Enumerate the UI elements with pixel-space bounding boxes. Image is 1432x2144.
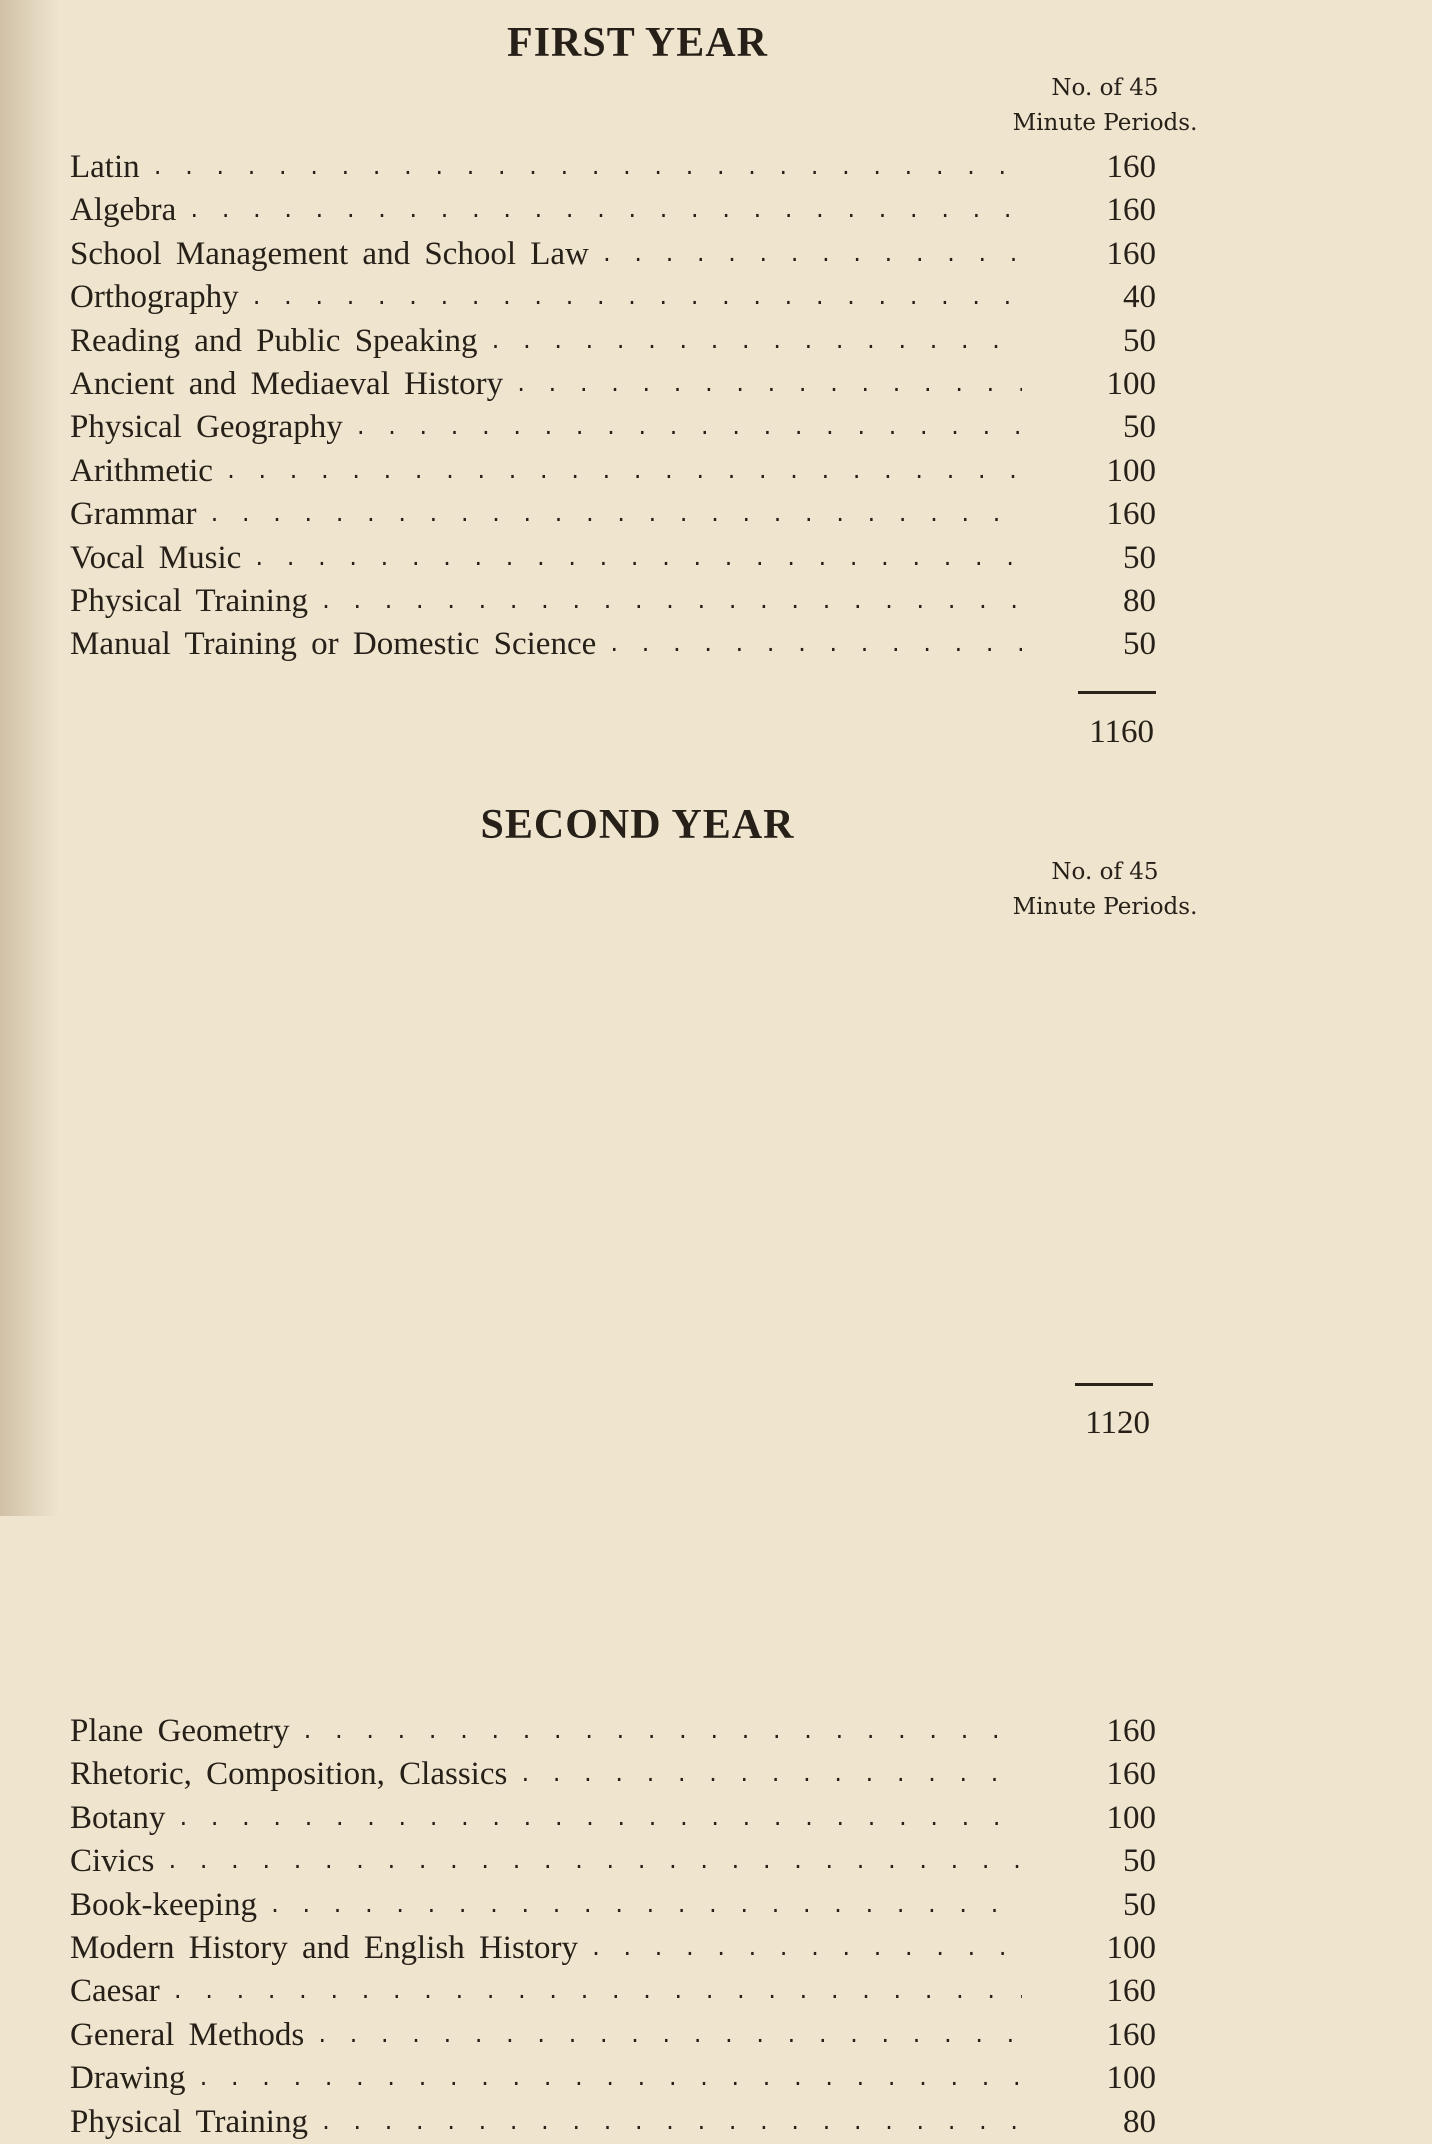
second-year-column-header — [950, 855, 1260, 925]
dot-leader — [320, 580, 1022, 623]
total-rule — [1078, 691, 1156, 694]
table-row — [70, 1927, 1180, 1970]
subject-name: Physical Training — [70, 2103, 308, 2140]
table-row — [70, 1753, 1180, 1796]
subject-name: Vocal Music — [70, 539, 242, 576]
subject-name: Ancient and Mediaeval History — [70, 365, 504, 402]
period-count: 50 — [1123, 322, 1156, 359]
period-count: 160 — [1106, 235, 1156, 272]
column-header-line2: Minute Periods. — [1012, 110, 1198, 136]
period-count: 50 — [1123, 409, 1156, 446]
table-row — [70, 580, 1180, 623]
period-count: 160 — [1106, 496, 1156, 533]
column-header-line2: Minute Periods. — [1012, 894, 1198, 920]
period-count: 100 — [1106, 2060, 1156, 2097]
subject-name: Grammar — [70, 496, 197, 533]
dot-leader — [251, 276, 1022, 319]
second-year-heading: SECOND YEAR — [480, 802, 795, 848]
table-row — [70, 2014, 1180, 2057]
table-row — [70, 450, 1180, 493]
period-count: 80 — [1123, 2103, 1156, 2140]
total-rule — [1075, 1383, 1153, 1386]
dot-leader — [515, 363, 1022, 406]
subject-name: Orthography — [70, 279, 239, 316]
table-row — [70, 493, 1180, 536]
dot-leader — [320, 2101, 1022, 2144]
table-row — [70, 1840, 1180, 1883]
table-row — [70, 623, 1180, 666]
subject-name: School Management and School Law — [70, 235, 589, 272]
subject-name: Botany — [70, 1799, 166, 1836]
period-count: 160 — [1106, 192, 1156, 229]
table-row — [70, 1884, 1180, 1927]
first-year-total: 1160 — [1089, 714, 1154, 750]
subject-name: Modern History and English History — [70, 1929, 578, 1966]
period-count: 50 — [1123, 539, 1156, 576]
subject-name: Reading and Public Speaking — [70, 322, 478, 359]
subject-name: General Methods — [70, 2016, 305, 2053]
second-year-total: 1120 — [1085, 1405, 1150, 1441]
subject-name: Latin — [70, 149, 140, 185]
period-count: 100 — [1106, 1799, 1156, 1836]
subject-name: Physical Training — [70, 582, 308, 619]
table-row — [70, 2057, 1180, 2100]
table-row — [70, 1710, 1180, 1753]
subject-name: Physical Geography — [70, 409, 343, 446]
table-row — [70, 537, 1180, 580]
subject-name: Arithmetic — [70, 452, 213, 489]
table-row — [70, 363, 1180, 406]
second-year-table — [70, 1710, 1180, 2144]
first-year-heading: FIRST YEAR — [507, 20, 768, 66]
dot-leader — [152, 146, 1022, 189]
table-row — [70, 1797, 1180, 1840]
dot-leader — [269, 1884, 1022, 1927]
dot-leader — [519, 1753, 1022, 1796]
subject-name: Manual Training or Domestic Science — [70, 626, 597, 663]
period-count: 50 — [1123, 1843, 1156, 1880]
dot-leader — [197, 2057, 1022, 2100]
dot-leader — [316, 2014, 1022, 2057]
period-count: 100 — [1106, 1929, 1156, 1966]
subject-name: Caesar — [70, 1973, 160, 2010]
column-header-line1: No. of 45 — [1051, 75, 1159, 101]
dot-leader — [253, 537, 1022, 580]
period-count: 100 — [1106, 452, 1156, 489]
dot-leader — [225, 450, 1022, 493]
dot-leader — [355, 406, 1022, 449]
period-count: 80 — [1123, 582, 1156, 619]
period-count: 160 — [1106, 2016, 1156, 2053]
table-row — [70, 146, 1180, 189]
period-count: 160 — [1106, 149, 1156, 185]
period-count: 160 — [1106, 1973, 1156, 2010]
period-count: 160 — [1106, 1713, 1156, 1749]
subject-name: Rhetoric, Composition, Classics — [70, 1756, 508, 1793]
column-header-line1: No. of 45 — [1051, 859, 1159, 885]
table-row — [70, 2101, 1180, 2144]
table-row — [70, 406, 1180, 449]
period-count: 50 — [1123, 1886, 1156, 1923]
dot-leader — [208, 493, 1022, 536]
subject-name: Algebra — [70, 192, 177, 229]
subject-name: Drawing — [70, 2060, 186, 2097]
page-shadow — [0, 0, 60, 1516]
dot-leader — [601, 233, 1022, 276]
table-row — [70, 1970, 1180, 2013]
dot-leader — [490, 320, 1022, 363]
dot-leader — [302, 1710, 1022, 1753]
dot-leader — [166, 1840, 1022, 1883]
subject-name: Plane Geometry — [70, 1713, 290, 1749]
table-row — [70, 320, 1180, 363]
subject-name: Book-keeping — [70, 1886, 257, 1923]
period-count: 160 — [1106, 1756, 1156, 1793]
dot-leader — [608, 623, 1022, 666]
dot-leader — [188, 189, 1022, 232]
period-count: 50 — [1123, 626, 1156, 663]
table-row — [70, 233, 1180, 276]
table-row — [70, 189, 1180, 232]
first-year-table — [70, 146, 1180, 667]
subject-name: Civics — [70, 1843, 155, 1880]
table-row — [70, 276, 1180, 319]
dot-leader — [590, 1927, 1022, 1970]
period-count: 100 — [1106, 365, 1156, 402]
period-count: 40 — [1123, 279, 1156, 316]
dot-leader — [172, 1970, 1022, 2013]
dot-leader — [177, 1797, 1022, 1840]
first-year-column-header — [950, 71, 1260, 141]
